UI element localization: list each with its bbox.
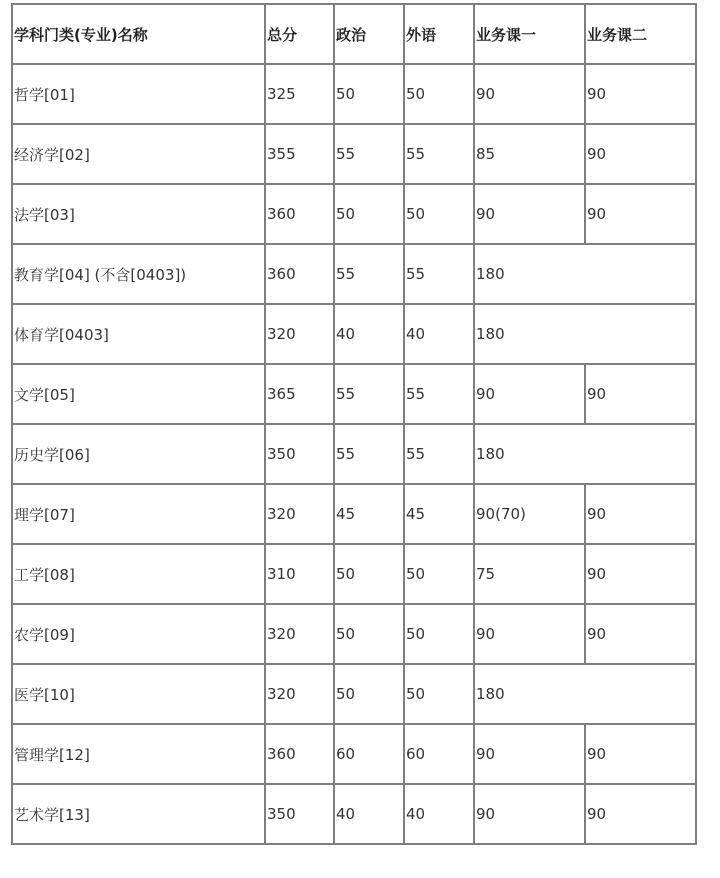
- cell-subject1: 90: [474, 64, 585, 124]
- table-row: [12, 124, 696, 184]
- cell-subject2: 90: [585, 784, 696, 844]
- cell-language: 50: [404, 544, 474, 604]
- cell-subject1: 180: [474, 424, 696, 484]
- cell-name: 理学[07]: [12, 484, 265, 544]
- table-row: [12, 544, 696, 604]
- header-politics: 政治: [334, 4, 404, 64]
- cell-subject2: 90: [585, 484, 696, 544]
- cell-subject1: 85: [474, 124, 585, 184]
- cell-total: 320: [265, 484, 334, 544]
- cell-name: 体育学[0403]: [12, 304, 265, 364]
- cell-total: 365: [265, 364, 334, 424]
- cell-subject1: 90: [474, 364, 585, 424]
- table-row: [12, 724, 696, 784]
- cell-language: 50: [404, 664, 474, 724]
- cell-politics: 50: [334, 664, 404, 724]
- cell-total: 310: [265, 544, 334, 604]
- cell-subject2: 90: [585, 544, 696, 604]
- cell-subject2: 90: [585, 184, 696, 244]
- cell-subject1: 90: [474, 724, 585, 784]
- cell-subject2: 90: [585, 724, 696, 784]
- cell-subject2: 90: [585, 124, 696, 184]
- cell-name: 医学[10]: [12, 664, 265, 724]
- table-row: [12, 244, 696, 304]
- cell-language: 50: [404, 64, 474, 124]
- cell-language: 45: [404, 484, 474, 544]
- header-subject1: 业务课一: [474, 4, 585, 64]
- header-language: 外语: [404, 4, 474, 64]
- cell-language: 55: [404, 364, 474, 424]
- cell-language: 40: [404, 304, 474, 364]
- cell-language: 60: [404, 724, 474, 784]
- cell-subject2: 90: [585, 64, 696, 124]
- cell-total: 360: [265, 184, 334, 244]
- cell-politics: 45: [334, 484, 404, 544]
- cell-name: 管理学[12]: [12, 724, 265, 784]
- cell-total: 320: [265, 604, 334, 664]
- cell-total: 360: [265, 244, 334, 304]
- cell-name: 农学[09]: [12, 604, 265, 664]
- score-table-body: [12, 4, 696, 844]
- cell-total: 355: [265, 124, 334, 184]
- table-row: [12, 664, 696, 724]
- cell-language: 55: [404, 424, 474, 484]
- cell-subject1: 90(70): [474, 484, 585, 544]
- cell-subject1: 75: [474, 544, 585, 604]
- cell-subject2: 90: [585, 604, 696, 664]
- cell-subject1: 90: [474, 184, 585, 244]
- cell-total: 320: [265, 304, 334, 364]
- table-row: [12, 64, 696, 124]
- cell-name: 文学[05]: [12, 364, 265, 424]
- cell-politics: 55: [334, 364, 404, 424]
- header-name: 学科门类(专业)名称: [12, 4, 265, 64]
- cell-name: 法学[03]: [12, 184, 265, 244]
- table-row: [12, 604, 696, 664]
- cell-politics: 40: [334, 304, 404, 364]
- cell-subject1: 180: [474, 304, 696, 364]
- cell-subject1: 90: [474, 784, 585, 844]
- cell-politics: 55: [334, 244, 404, 304]
- cell-name: 艺术学[13]: [12, 784, 265, 844]
- header-total: 总分: [265, 4, 334, 64]
- cell-politics: 50: [334, 64, 404, 124]
- cell-language: 50: [404, 184, 474, 244]
- table-row: [12, 784, 696, 844]
- cell-politics: 55: [334, 424, 404, 484]
- cell-name: 工学[08]: [12, 544, 265, 604]
- table-header-row: [12, 4, 696, 64]
- cell-politics: 50: [334, 544, 404, 604]
- score-table: [11, 3, 697, 845]
- cell-total: 320: [265, 664, 334, 724]
- cell-language: 40: [404, 784, 474, 844]
- cell-language: 55: [404, 244, 474, 304]
- cell-politics: 50: [334, 184, 404, 244]
- cell-subject1: 180: [474, 244, 696, 304]
- cell-subject1: 180: [474, 664, 696, 724]
- cell-subject2: 90: [585, 364, 696, 424]
- cell-total: 350: [265, 784, 334, 844]
- cell-total: 350: [265, 424, 334, 484]
- cell-subject1: 90: [474, 604, 585, 664]
- cell-language: 50: [404, 604, 474, 664]
- cell-politics: 40: [334, 784, 404, 844]
- table-row: [12, 424, 696, 484]
- cell-total: 360: [265, 724, 334, 784]
- cell-total: 325: [265, 64, 334, 124]
- cell-name: 教育学[04] (不含[0403]): [12, 244, 265, 304]
- cell-name: 经济学[02]: [12, 124, 265, 184]
- table-row: [12, 304, 696, 364]
- cell-language: 55: [404, 124, 474, 184]
- cell-politics: 50: [334, 604, 404, 664]
- table-row: [12, 364, 696, 424]
- header-subject2: 业务课二: [585, 4, 696, 64]
- cell-politics: 55: [334, 124, 404, 184]
- table-row: [12, 484, 696, 544]
- cell-name: 历史学[06]: [12, 424, 265, 484]
- cell-politics: 60: [334, 724, 404, 784]
- table-row: [12, 184, 696, 244]
- cell-name: 哲学[01]: [12, 64, 265, 124]
